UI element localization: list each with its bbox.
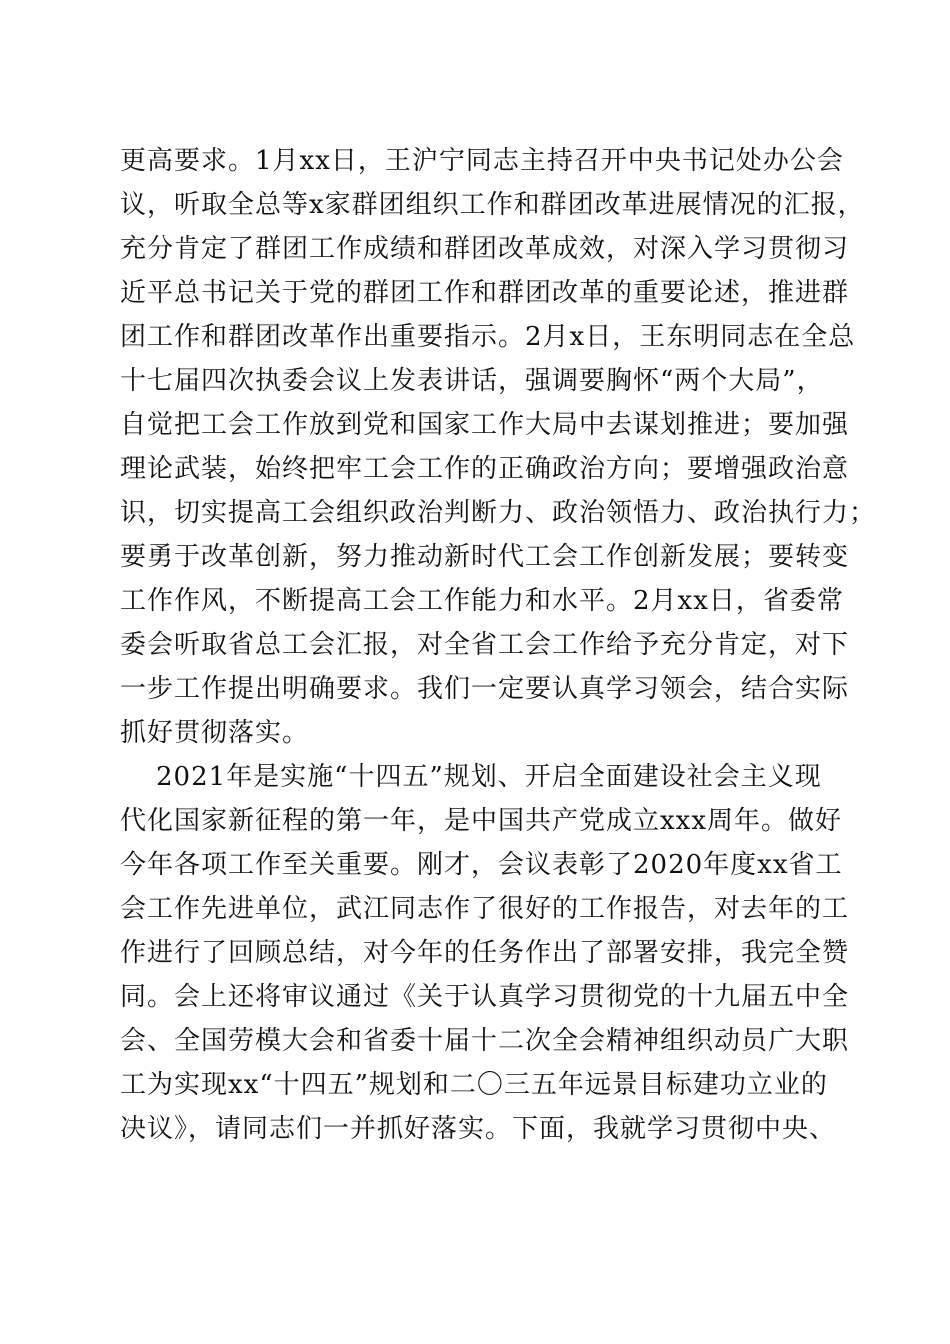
text-line: 议，听取全总等x家群团组织工作和群团改革进展情况的汇报， (120, 190, 865, 220)
text-line: 同。会上还将审议通过《关于认真学习贯彻党的十九届五中全 (120, 982, 850, 1012)
text-line: 会、全国劳模大会和省委十届十二次全会精神组织动员广大职 (120, 1026, 850, 1056)
text-line: 一步工作提出明确要求。我们一定要认真学习领会，结合实际 (120, 674, 850, 704)
text-line: 作进行了回顾总结，对今年的任务作出了部署安排，我完全赞 (120, 938, 850, 968)
text-line: 团工作和群团改革作出重要指示。2月x日，王东明同志在全总 (120, 322, 856, 352)
text-line: 自觉把工会工作放到党和国家工作大局中去谋划推进；要加强 (120, 410, 850, 440)
text-line: 工作作风，不断提高工会工作能力和水平。2月xx日，省委常 (120, 586, 844, 616)
text-line: 更高要求。1月xx日，王沪宁同志主持召开中央书记处办公会 (120, 146, 844, 176)
text-line: 充分肯定了群团工作成绩和群团改革成效，对深入学习贯彻习 (120, 234, 850, 264)
text-line: 要勇于改革创新，努力推动新时代工会工作创新发展；要转变 (120, 542, 850, 572)
text-line: 十七届四次执委会议上发表讲话，强调要胸怀“两个大局”， (120, 366, 824, 396)
text-line: 决议》，请同志们一并抓好落实。下面，我就学习贯彻中央、 (120, 1114, 837, 1144)
text-line: 抓好贯彻落实。 (120, 718, 310, 748)
text-line: 今年各项工作至关重要。刚才，会议表彰了2020年度xx省工 (120, 850, 843, 880)
text-line: 委会听取省总工会汇报，对全省工会工作给予充分肯定，对下 (120, 630, 850, 660)
text-line: 工为实现xx“十四五”规划和二〇三五年远景目标建功立业的 (120, 1070, 828, 1100)
paragraph-first-line: 2021年是实施“十四五”规划、开启全面建设社会主义现 (156, 762, 822, 792)
text-line: 近平总书记关于党的群团工作和群团改革的重要论述，推进群 (120, 278, 850, 308)
text-line: 会工作先进单位，武江同志作了很好的工作报告，对去年的工 (120, 894, 850, 924)
text-line: 识，切实提高工会组织政治判断力、政治领悟力、政治执行力； (120, 498, 877, 528)
text-line: 代化国家新征程的第一年，是中国共产党成立xxx周年。做好 (120, 806, 842, 836)
text-line: 理论武装，始终把牢工会工作的正确政治方向；要增强政治意 (120, 454, 850, 484)
